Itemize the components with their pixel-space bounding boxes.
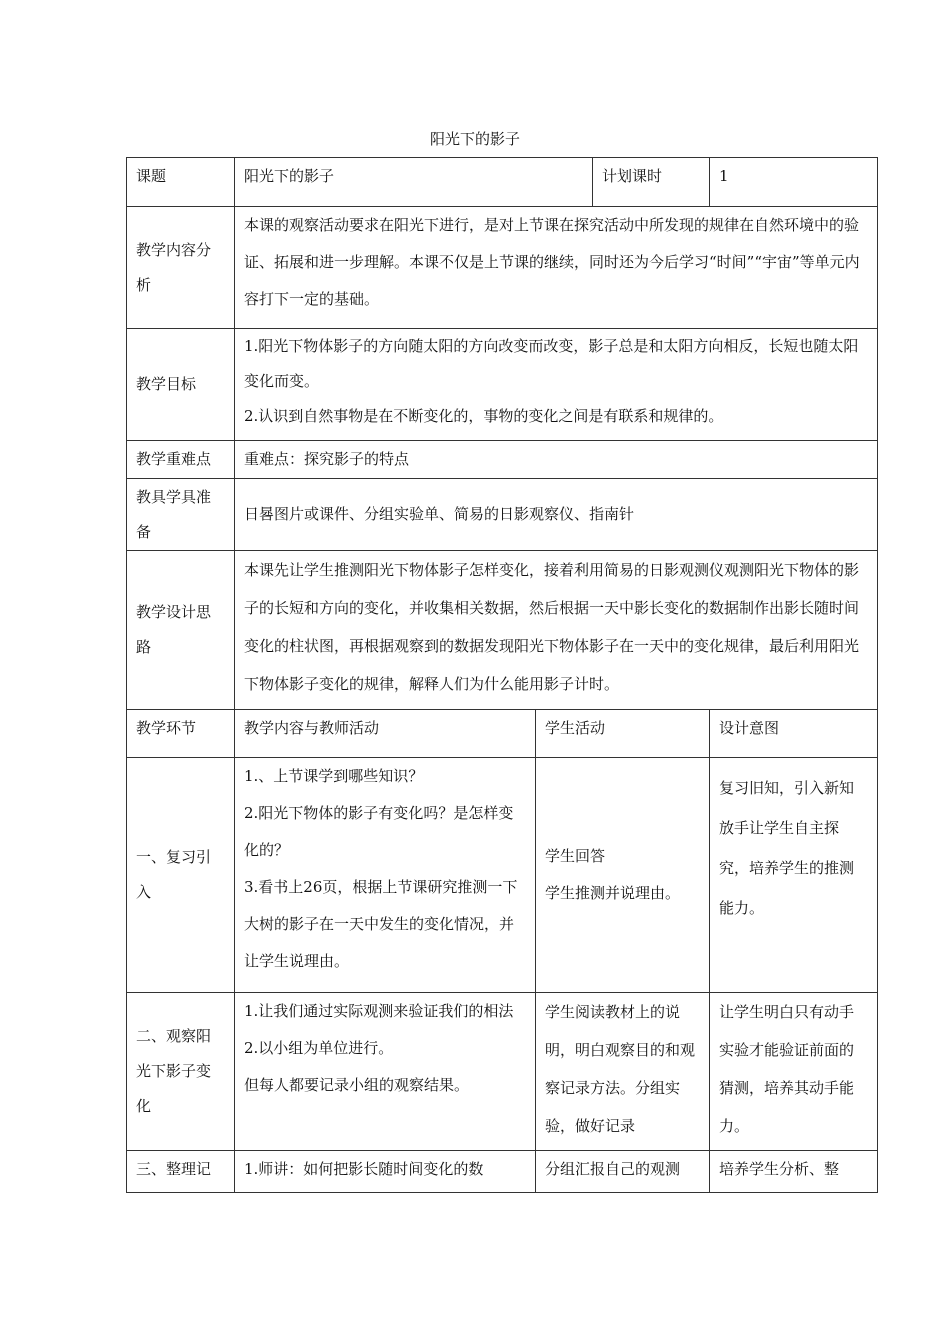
stage-student-cell — [536, 993, 710, 1151]
stage-intent-cell — [710, 758, 878, 993]
stage-student-cell — [536, 1151, 710, 1193]
col-stage-header: 教学环节 — [127, 710, 235, 758]
stage-intent-cell — [710, 1151, 878, 1193]
hours-label: 计划课时 — [593, 158, 710, 207]
content-analysis-text: 本课的观察活动要求在阳光下进行，是对上节课在探究活动中所发现的规律在自然环境中的验证、拓展和进一步理解。本课不仅是上节课的继续，同时还为今后学习“时间”“宇宙”等单元内容打下一定的基础。 — [235, 207, 878, 329]
topic-label: 课题 — [127, 158, 235, 207]
stage-label: 三、整理记 — [127, 1151, 235, 1193]
key-points-label: 教学重难点 — [127, 441, 235, 479]
col-intent-header: 设计意图 — [710, 710, 878, 758]
student-item: 学生阅读教材上的说明，明白观察目的和观察记录方法。分组实验，做好记录 — [545, 1003, 696, 1135]
topic-value: 阳光下的影子 — [235, 158, 593, 207]
stage-row — [127, 758, 878, 993]
stage-teacher-cell — [235, 1151, 536, 1193]
design-label: 教学设计思路 — [127, 551, 235, 710]
objectives-cell — [235, 329, 878, 441]
stage-row — [127, 993, 878, 1151]
stage-teacher-cell — [235, 758, 536, 993]
content-analysis-row — [127, 207, 878, 329]
materials-label: 教具学具准备 — [127, 479, 235, 551]
objectives-row — [127, 329, 878, 441]
stage-label: 一、复习引入 — [127, 758, 235, 993]
teacher-item: 1.、上节课学到哪些知识？ — [244, 767, 424, 785]
materials-row — [127, 479, 878, 551]
teacher-item: 2.以小组为单位进行。 — [244, 1039, 394, 1057]
intent-item: 复习旧知，引入新知 — [719, 779, 855, 797]
student-item: 分组汇报自己的观测 — [545, 1160, 681, 1178]
document-title: 阳光下的影子 — [429, 130, 520, 148]
teacher-item: 但每人都要记录小组的观察结果。 — [244, 1076, 470, 1094]
stage-student-cell — [536, 758, 710, 993]
col-student-header: 学生活动 — [536, 710, 710, 758]
teacher-item: 1.让我们通过实际观测来验证我们的相法 — [244, 1002, 514, 1020]
teacher-item: 1.师讲：如何把影长随时间变化的数 — [244, 1160, 484, 1178]
key-points-text: 重难点：探究影子的特点 — [235, 441, 878, 479]
stage-label: 二、观察阳光下影子变化 — [127, 993, 235, 1151]
student-item: 学生回答 — [545, 847, 606, 865]
teacher-item: 2.阳光下物体的影子有变化吗？是怎样变化的？ — [244, 804, 514, 859]
stage-header-row — [127, 710, 878, 758]
lesson-plan-table — [126, 157, 878, 1193]
topic-row — [127, 158, 878, 207]
stage-row — [127, 1151, 878, 1193]
intent-item: 让学生明白只有动手实验才能验证前面的猜测，培养其动手能力。 — [719, 1003, 855, 1135]
objective-item: 2.认识到自然事物是在不断变化的，事物的变化之间是有联系和规律的。 — [244, 407, 724, 425]
col-teacher-header: 教学内容与教师活动 — [235, 710, 536, 758]
content-analysis-label: 教学内容分析 — [127, 207, 235, 329]
student-item: 学生推测并说理由。 — [545, 884, 681, 902]
intent-item: 培养学生分析、整 — [719, 1160, 840, 1178]
design-text: 本课先让学生推测阳光下物体影子怎样变化，接着利用简易的日影观测仪观测阳光下物体的影子的长短和方向的变化，并收集相关数据，然后根据一天中影长变化的数据制作出影长随时间变化的柱状图，再根据观察到的数据发现阳光下物体影子在一天中的变化规律，最后利用阳光下物体影子变化的规律，解释人们为什么能用影子计时。 — [235, 551, 878, 710]
materials-text: 日晷图片或课件、分组实验单、简易的日影观察仪、指南针 — [235, 479, 878, 551]
intent-item: 放手让学生自主探究，培养学生的推测能力。 — [719, 819, 855, 917]
stage-intent-cell — [710, 993, 878, 1151]
design-row — [127, 551, 878, 710]
objective-item: 1.阳光下物体影子的方向随太阳的方向改变而改变，影子总是和太阳方向相反，长短也随太阳变化而变。 — [244, 337, 859, 390]
stage-teacher-cell — [235, 993, 536, 1151]
key-points-row — [127, 441, 878, 479]
hours-value: 1 — [710, 158, 878, 207]
teacher-item: 3.看书上26页，根据上节课研究推测一下大树的影子在一天中发生的变化情况，并让学生说理由。 — [244, 878, 518, 970]
objectives-label: 教学目标 — [127, 329, 235, 441]
